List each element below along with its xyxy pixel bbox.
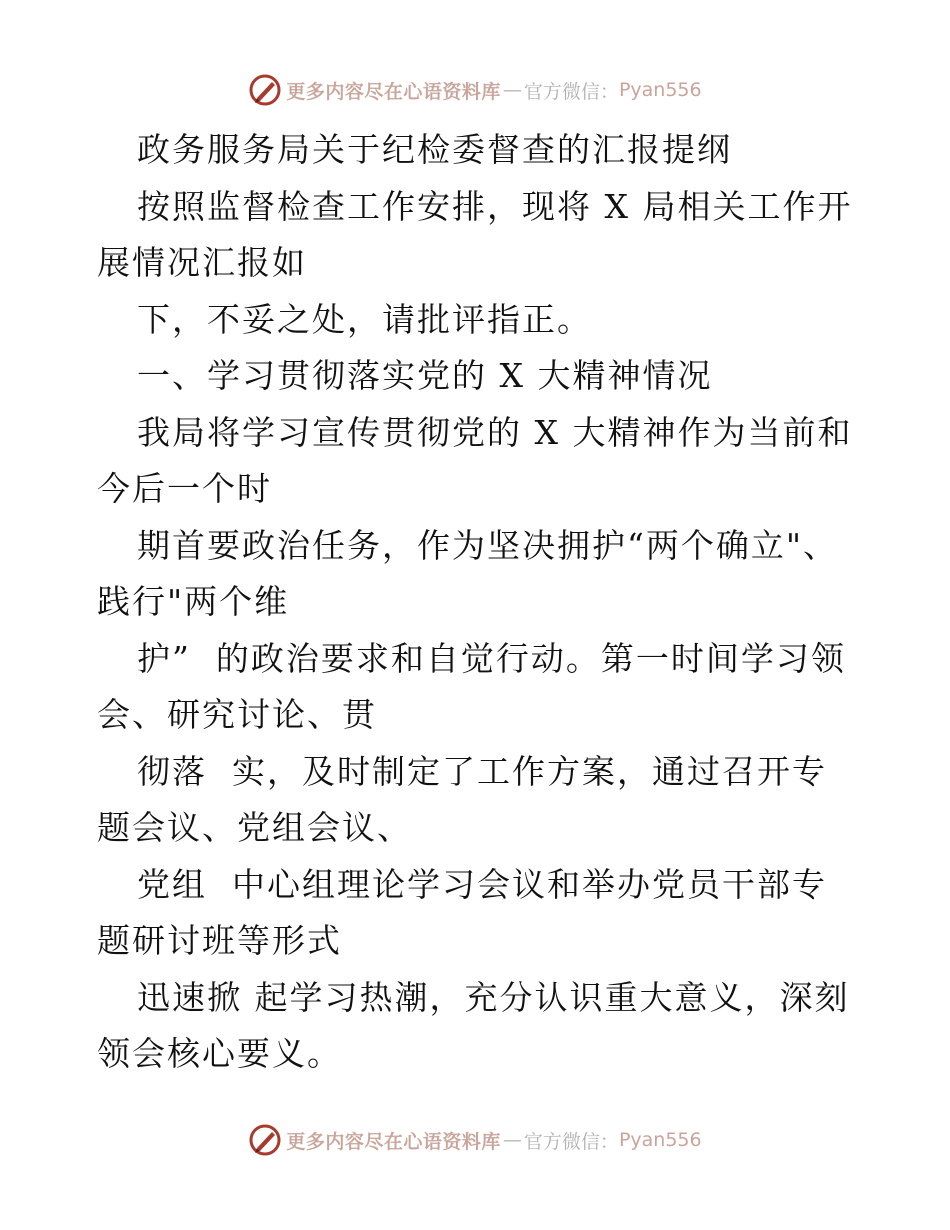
paragraph: 党组 中心组理论学习会议和举办党员干部专题研讨班等形式	[97, 864, 827, 960]
paragraph: 期首要政治任务，作为坚决拥护“两个确立"、践行"两个维	[97, 525, 839, 621]
banner-wechat-id: Pyan556	[618, 1129, 702, 1151]
pen-logo-icon	[248, 73, 282, 107]
banner-dash: —	[502, 1129, 522, 1151]
banner-dash: —	[502, 79, 522, 101]
header-watermark	[0, 70, 950, 110]
banner-label: 官方微信：	[523, 80, 619, 103]
pen-logo-icon	[248, 1123, 282, 1157]
paragraph: 迅速掀 起学习热潮，充分认识重大意义，深刻领会核心要义。	[97, 977, 850, 1073]
banner-label: 官方微信：	[523, 1130, 619, 1153]
footer-watermark	[0, 1120, 950, 1160]
paragraph: 彻落 实，及时制定了工作方案，通过召开专题会议、党组会议、	[97, 751, 827, 847]
section-heading: 一、学习贯彻落实党的 X 大精神情况	[137, 356, 713, 395]
document-title: 政务服务局关于纪检委督查的汇报提纲	[137, 130, 732, 169]
paragraph: 下，不妥之处，请批评指正。	[137, 299, 592, 339]
document-body	[97, 122, 857, 1083]
paragraph: 按照监督检查工作安排，现将 X 局相关工作开展情况汇报如	[97, 186, 853, 282]
banner-text: 更多内容尽在心语资料库	[286, 1130, 501, 1153]
banner-text: 更多内容尽在心语资料库	[286, 80, 501, 103]
paragraph: 护” 的政治要求和自觉行动。第一时间学习领会、研究讨论、贯	[97, 638, 846, 734]
banner-wechat-id: Pyan556	[618, 79, 702, 101]
paragraph: 我局将学习宣传贯彻党的 X 大精神作为当前和今后一个时	[97, 412, 853, 508]
